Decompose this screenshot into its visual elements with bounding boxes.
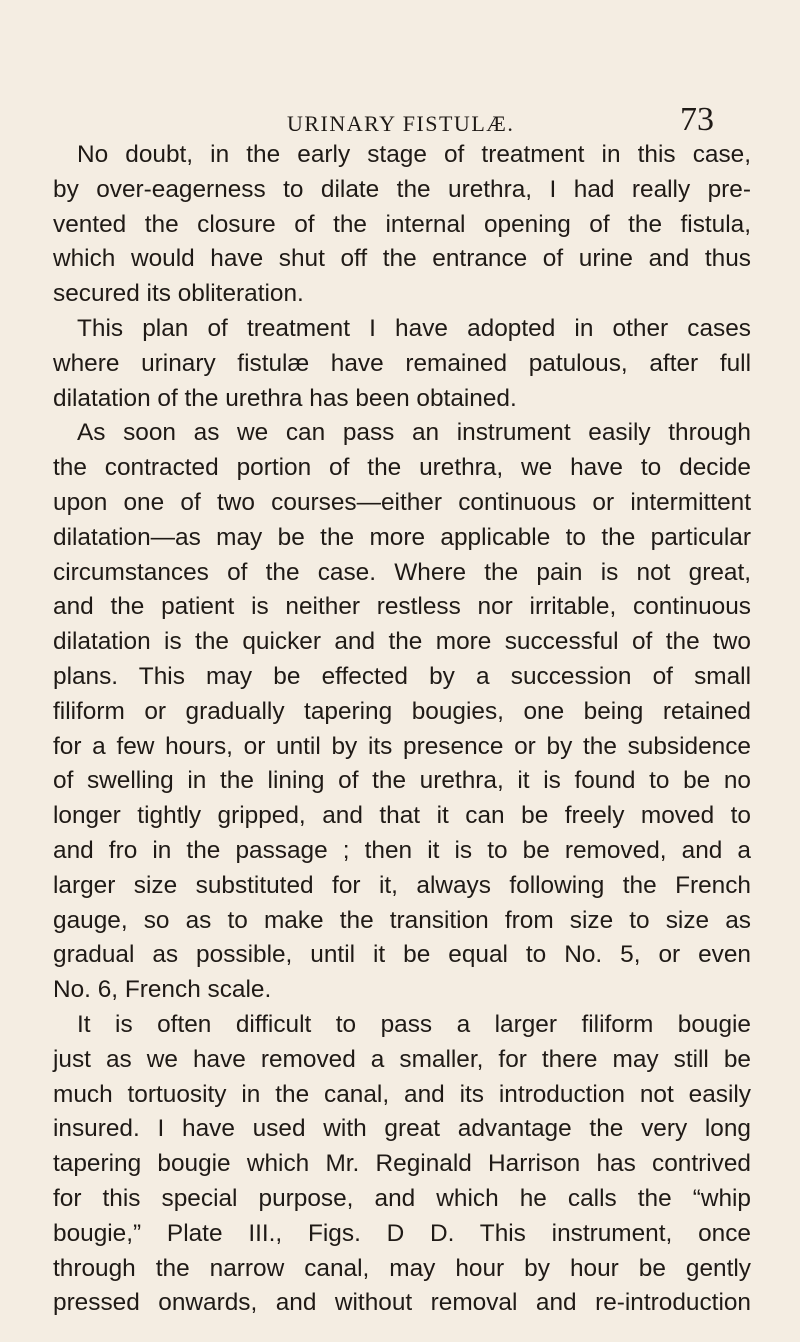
page-number: 73 <box>680 101 714 138</box>
text-line: the contracted portion of the urethra, we have to decide <box>53 454 751 482</box>
text-line: circumstances of the case. Where the pain is not great, <box>53 558 751 586</box>
body-text <box>53 138 751 1321</box>
text-line: bougie,” Plate III., Figs. D D. This instrument, once <box>53 1219 751 1247</box>
text-line: longer tightly gripped, and that it can be freely moved to <box>53 802 751 830</box>
text-line: much tortuosity in the canal, and its introduction not easily <box>53 1080 751 1108</box>
text-line: where urinary fistulæ have remained patulous, after full <box>53 349 751 377</box>
text-line: upon one of two courses—either continuous or intermittent <box>53 488 751 516</box>
text-line: pressed onwards, and without removal and re-introduction <box>53 1289 751 1317</box>
text-line: No doubt, in the early stage of treatment in this case, <box>77 141 751 168</box>
text-line: which would have shut off the entrance of urine and thus <box>53 245 751 273</box>
text-line: by over-eagerness to dilate the urethra, I had really pre- <box>53 175 751 203</box>
text-line: dilatation is the quicker and the more successful of the two <box>53 628 751 656</box>
text-line: just as we have removed a smaller, for there may still be <box>53 1045 751 1073</box>
text-line: dilatation—as may be the more applicable to the particular <box>53 523 751 551</box>
text-line: dilatation of the urethra has been obtained. <box>53 384 517 412</box>
text-line: and the patient is neither restless nor irritable, continuous <box>53 593 751 621</box>
text-line: As soon as we can pass an instrument easily through <box>77 419 751 447</box>
text-line: insured. I have used with great advantage the very long <box>53 1115 751 1143</box>
text-line: plans. This may be effected by a succession of small <box>53 662 751 690</box>
text-line: This plan of treatment I have adopted in other cases <box>77 314 751 342</box>
text-line: of swelling in the lining of the urethra, it is found to be no <box>53 767 751 795</box>
text-line: No. 6, French scale. <box>53 976 272 1004</box>
text-line: for a few hours, or until by its presence or by the subsidence <box>53 732 751 760</box>
text-line: vented the closure of the internal opening of the fistula, <box>53 210 751 238</box>
text-line: for this special purpose, and which he calls the “whip <box>53 1184 751 1212</box>
running-title: URINARY FISTULÆ. <box>287 111 515 136</box>
text-line: larger size substituted for it, always following the French <box>53 871 751 899</box>
text-line: filiform or gradually tapering bougies, one being retained <box>53 697 751 725</box>
text-line: tapering bougie which Mr. Reginald Harrison has contrived <box>53 1150 751 1178</box>
text-line: through the narrow canal, may hour by hour be gently <box>53 1254 751 1282</box>
text-line: gauge, so as to make the transition from size to size as <box>53 906 751 934</box>
text-line: secured its obliteration. <box>53 280 304 308</box>
text-line: It is often difficult to pass a larger filiform bougie <box>77 1010 751 1038</box>
text-line: and fro in the passage ; then it is to be removed, and a <box>53 836 751 864</box>
text-line: gradual as possible, until it be equal to No. 5, or even <box>53 941 751 969</box>
